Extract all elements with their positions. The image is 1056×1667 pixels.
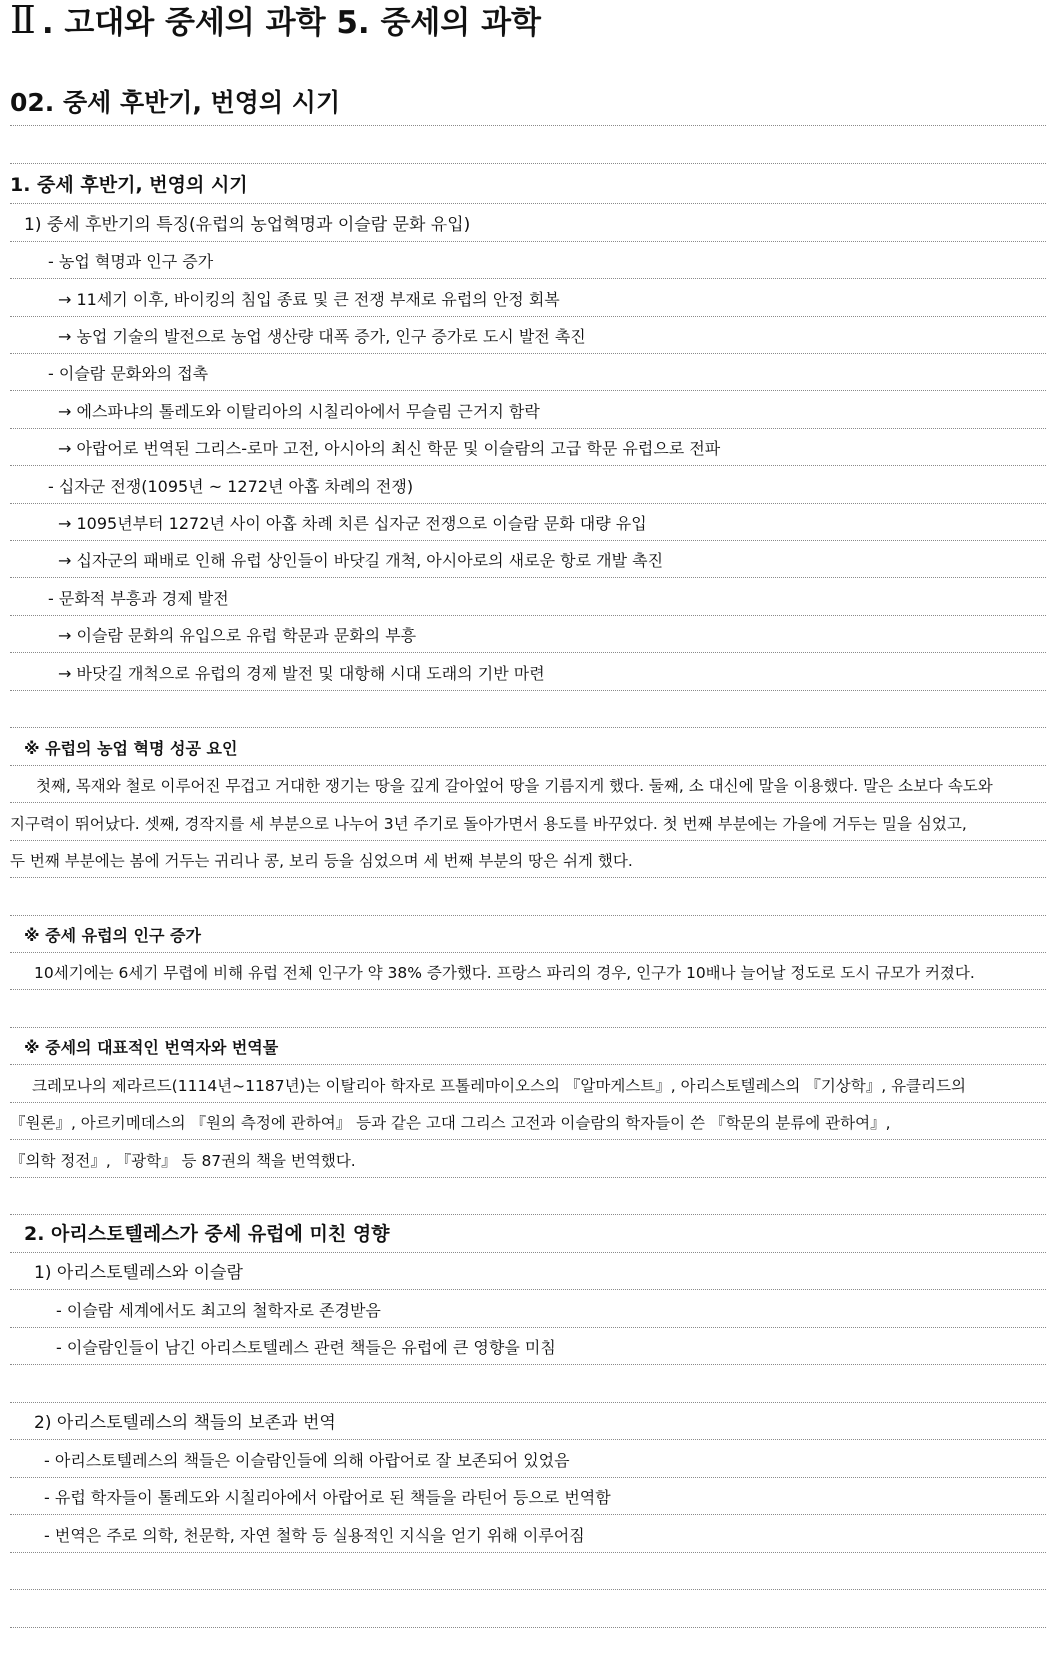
note-heading [10, 1027, 1046, 1065]
list-item-text: - 번역은 주로 의학, 천문학, 자연 철학 등 실용적인 지식을 얻기 위해 이루어짐 [44, 1526, 585, 1545]
blank-line [10, 878, 1046, 916]
list-item [10, 540, 1046, 578]
list-item-text: → 11세기 이후, 바이킹의 침입 종료 및 큰 전쟁 부재로 유럽의 안정 회복 [58, 290, 560, 309]
section-subtitle-text: 02. 중세 후반기, 번영의 시기 [10, 88, 341, 117]
list-item [10, 466, 1046, 504]
list-item [10, 615, 1046, 653]
section2-sub2-text: 2) 아리스토텔레스의 책들의 보존과 번역 [34, 1413, 336, 1433]
paragraph-text: 『의학 정전』, 『광학』 등 87권의 책을 번역했다. [10, 1152, 356, 1170]
section2-heading [10, 1215, 1046, 1253]
paragraph-text: 10세기에는 6세기 무렵에 비해 유럽 전체 인구가 약 38% 증가했다. 프랑스 파리의 경우, 인구가 10배나 늘어날 정도로 도시 규모가 커졌다. [34, 964, 975, 982]
list-item-text: → 이슬람 문화의 유입으로 유럽 학문과 문화의 부흥 [58, 626, 417, 645]
blank-line [10, 690, 1046, 728]
note-heading-text: ※ 중세 유럽의 인구 증가 [24, 926, 201, 945]
list-item-text: - 유럽 학자들이 톨레도와 시칠리아에서 아랍어로 된 책들을 라틴어 등으로 번역함 [44, 1488, 611, 1507]
list-item-text: - 문화적 부흥과 경제 발전 [48, 589, 229, 608]
note-paragraph-line [10, 1102, 1046, 1140]
chapter-roman-numeral: Ⅱ [10, 0, 36, 42]
note-paragraph-line [10, 765, 1046, 803]
note-paragraph-line [10, 952, 1046, 990]
list-item-text: - 아리스토텔레스의 책들은 이슬람인들에 의해 아랍어로 잘 보존되어 있었음 [44, 1451, 570, 1470]
blank-line [10, 126, 1046, 164]
list-item-text: → 십자군의 패배로 인해 유럽 상인들이 바닷길 개척, 아시아로의 새로운 항로 개발 촉진 [58, 551, 664, 570]
list-item [10, 428, 1046, 466]
section2-sub1 [10, 1252, 1046, 1290]
chapter-title-text: . 고대와 중세의 과학 5. 중세의 과학 [41, 5, 542, 41]
list-item [10, 279, 1046, 317]
paragraph-text: 두 번째 부분에는 봄에 거두는 귀리나 콩, 보리 등을 심었으며 세 번째 부분의 땅은 쉬게 했다. [10, 852, 633, 870]
list-item [10, 578, 1046, 616]
list-item [10, 1477, 1046, 1515]
list-item-text: → 농업 기술의 발전으로 농업 생산량 대폭 증가, 인구 증가로 도시 발전 촉진 [58, 327, 586, 346]
list-item [10, 653, 1046, 691]
list-item [10, 1290, 1046, 1328]
paragraph-text: 첫째, 목재와 철로 이루어진 무겁고 거대한 쟁기는 땅을 깊게 갈아엎어 땅을 기름지게 했다. 둘째, 소 대신에 말을 이용했다. 말은 소보다 속도와 [36, 777, 993, 795]
blank-line [10, 1590, 1046, 1628]
section2-sub2 [10, 1402, 1046, 1440]
list-item-text: - 십자군 전쟁(1095년 ~ 1272년 아홉 차례의 전쟁) [48, 477, 414, 496]
note-heading-text: ※ 중세의 대표적인 번역자와 번역물 [24, 1038, 279, 1057]
section1-sub1-text: 1) 중세 후반기의 특징(유럽의 농업혁명과 이슬람 문화 유입) [24, 215, 471, 235]
list-item [10, 1327, 1046, 1365]
note-paragraph-line [10, 1065, 1046, 1103]
blank-line [10, 990, 1046, 1028]
section2-sub1-text: 1) 아리스토텔레스와 이슬람 [34, 1263, 243, 1283]
blank-line [10, 1177, 1046, 1215]
note-heading [10, 728, 1046, 766]
list-item [10, 1440, 1046, 1478]
list-item [10, 316, 1046, 354]
note-heading [10, 915, 1046, 953]
section-subtitle [10, 78, 1046, 126]
list-item-text: → 바닷길 개척으로 유럽의 경제 발전 및 대항해 시대 도래의 기반 마련 [58, 664, 545, 683]
note-paragraph-line [10, 1140, 1046, 1178]
note-paragraph-line [10, 840, 1046, 878]
list-item-text: - 이슬람 세계에서도 최고의 철학자로 존경받음 [56, 1301, 381, 1320]
blank-line [10, 1365, 1046, 1403]
section1-heading-text: 1. 중세 후반기, 번영의 시기 [10, 174, 248, 196]
list-item [10, 1515, 1046, 1553]
list-item-text: - 이슬람 문화와의 접촉 [48, 364, 209, 383]
list-item [10, 353, 1046, 391]
list-item [10, 503, 1046, 541]
note-heading-text: ※ 유럽의 농업 혁명 성공 요인 [24, 739, 238, 758]
list-item-text: → 에스파냐의 톨레도와 이탈리아의 시칠리아에서 무슬림 근거지 함락 [58, 402, 540, 421]
paragraph-text: 지구력이 뛰어났다. 셋째, 경작지를 세 부분으로 나누어 3년 주기로 돌아가면서 용도를 바꾸었다. 첫 번째 부분에는 가을에 거두는 밀을 심었고, [10, 815, 967, 833]
list-item-text: - 농업 혁명과 인구 증가 [48, 252, 214, 271]
blank-line [10, 1552, 1046, 1590]
section1-sub1 [10, 204, 1046, 242]
list-item [10, 241, 1046, 279]
list-item-text: → 1095년부터 1272년 사이 아홉 차례 치른 십자군 전쟁으로 이슬람 문화 대량 유입 [58, 514, 647, 533]
section1-heading [10, 166, 1046, 204]
section2-heading-text: 2. 아리스토텔레스가 중세 유럽에 미친 영향 [24, 1223, 390, 1245]
list-item-text: - 이슬람인들이 남긴 아리스토텔레스 관련 책들은 유럽에 큰 영향을 미침 [56, 1338, 556, 1357]
list-item-text: → 아랍어로 번역된 그리스-로마 고전, 아시아의 최신 학문 및 이슬람의 고급 학문 유럽으로 전파 [58, 439, 721, 458]
list-item [10, 391, 1046, 429]
paragraph-text: 『원론』, 아르키메데스의 『원의 측정에 관하여』 등과 같은 고대 그리스 고전과 이슬람의 학자들이 쓴 『학문의 분류에 관하여』, [10, 1114, 891, 1132]
note-paragraph-line [10, 803, 1046, 841]
chapter-title [10, 0, 1046, 50]
paragraph-text: 크레모나의 제라르드(1114년~1187년)는 이탈리아 학자로 프톨레마이오스의 『알마게스트』, 아리스토텔레스의 『기상학』, 유클리드의 [32, 1077, 966, 1095]
